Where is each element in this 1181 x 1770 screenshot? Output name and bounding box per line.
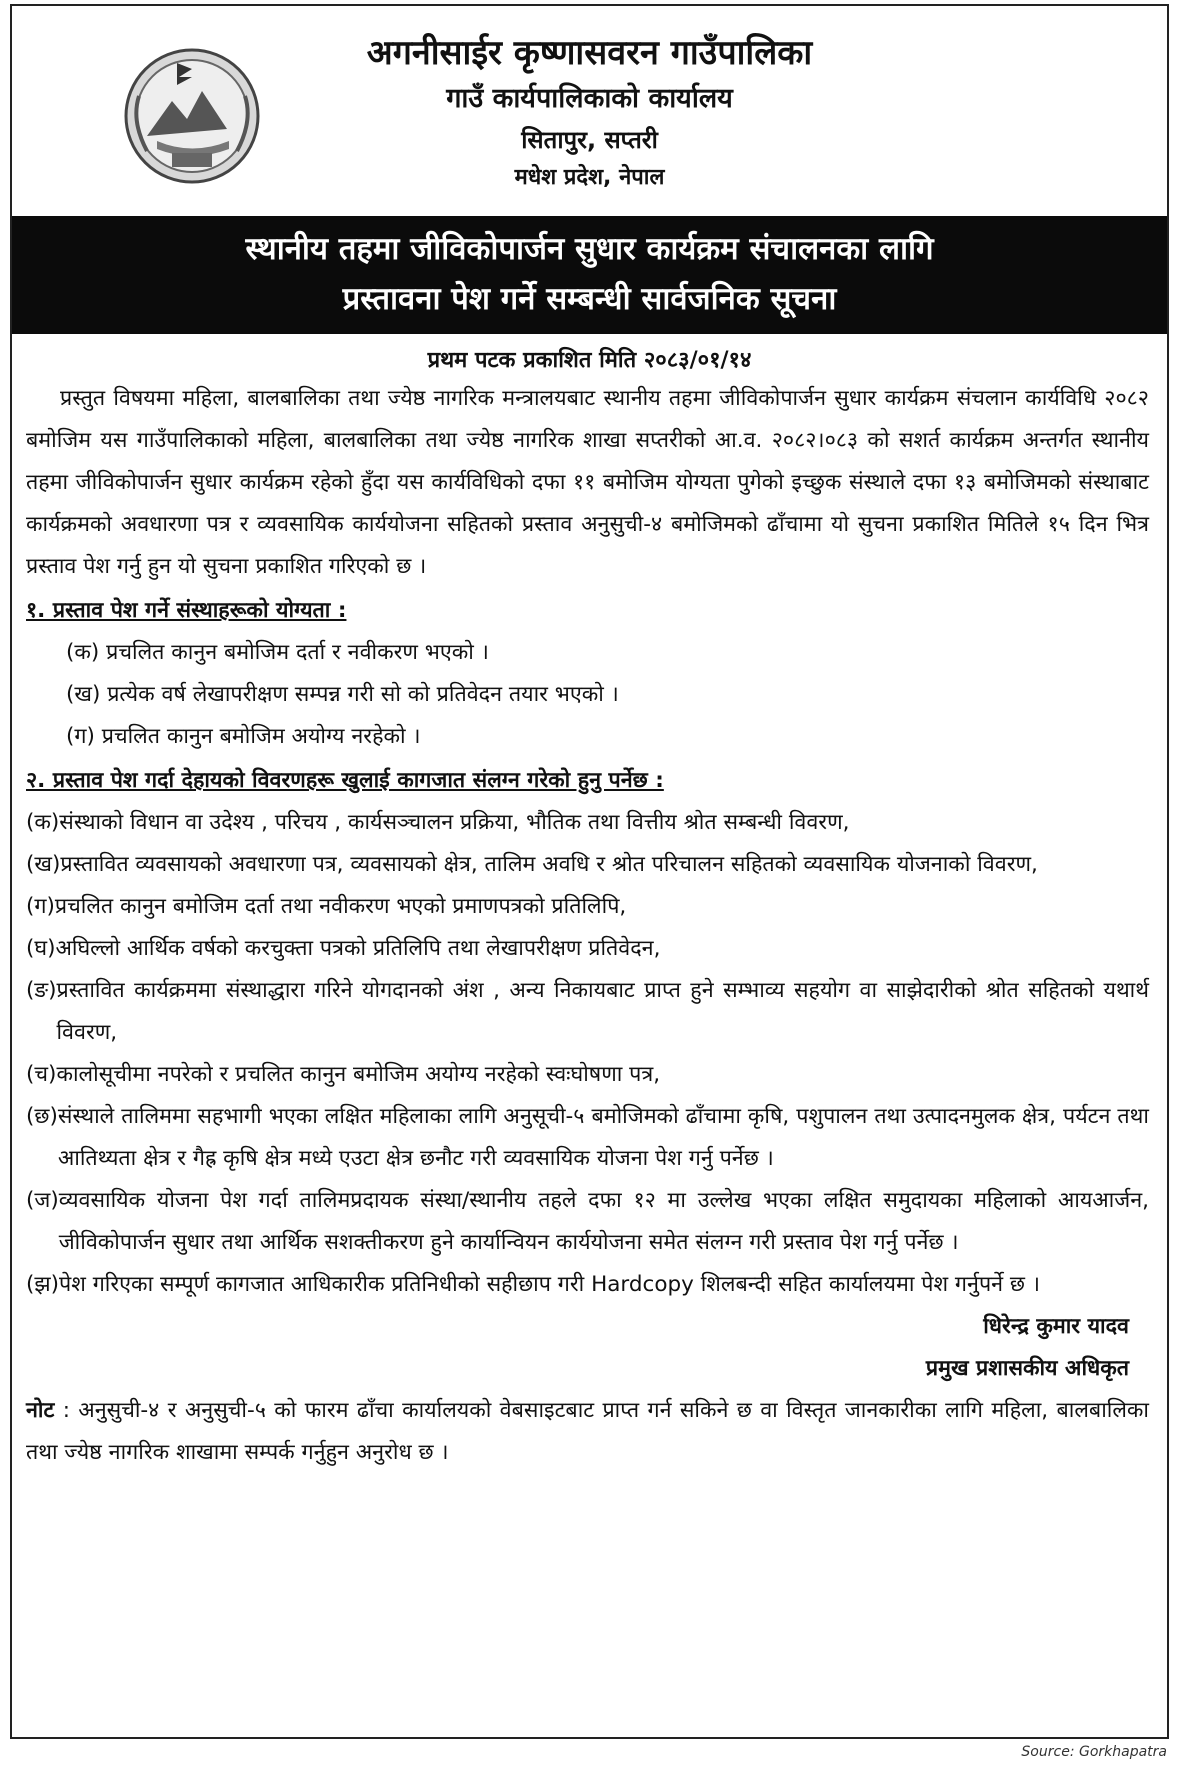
- section1-item: (ख) प्रत्येक वर्ष लेखापरीक्षण सम्पन्न गरी सो को प्रतिवेदन तयार भएको ।: [66, 682, 619, 707]
- signatory-title: प्रमुख प्रशासकीय अधिकृत: [925, 1356, 1129, 1381]
- item-label: (च): [26, 1062, 57, 1087]
- notice-title-line2: प्रस्तावना पेश गर्ने सम्बन्धी सार्वजनिक सूचना: [342, 281, 837, 317]
- item-text: व्यवसायिक योजना पेश गर्दा तालिमप्रदायक संस्था/स्थानीय तहले दफा १२ मा उल्लेख भएका लक्षित समुदायका महिलाको आयआर्जन, जीविकोपार्जन सुधार तथा आर्थिक सशक्तीकरण हुने कार्यान्वियन कार्ययोजना समेत संलग्न गरी प्रस्ताव पेश गर्नु पर्नेछ ।: [58, 1188, 1149, 1255]
- notice-title-banner: [12, 216, 1167, 334]
- notice-body: [12, 378, 1167, 1474]
- municipality-name: अगनीसाईर कृष्णासवरन गाउँपालिका: [366, 33, 813, 73]
- note-label: नोट: [26, 1398, 55, 1423]
- section2-item: [26, 844, 1149, 886]
- section1-item: (ग) प्रचलित कानुन बमोजिम अयोग्य नरहेको ।: [66, 724, 421, 749]
- item-text: प्रस्तावित व्यवसायको अवधारणा पत्र, व्यवसायको क्षेत्र, तालिम अवधि र श्रोत परिचालन सहितको व्यवसायिक योजनाको विवरण,: [60, 852, 1038, 877]
- section2-item: [26, 970, 1149, 1054]
- item-text: प्रस्तावित कार्यक्रममा संस्थाद्धारा गरिने योगदानको अंश , अन्य निकायबाट प्राप्त हुने सम्भाव्य सहयोग वा साझेदारीको श्रोत सहितको यथार्थ विवरण,: [56, 978, 1149, 1045]
- signatory-name: धिरेन्द्र कुमार यादव: [983, 1314, 1129, 1339]
- section2-title: २. प्रस्ताव पेश गर्दा देहायको विवरणहरू खुलाई कागजात संलग्न गरेको हुनु पर्नेछ :: [26, 768, 664, 793]
- item-text: प्रचलित कानुन बमोजिम दर्ता तथा नवीकरण भएको प्रमाणपत्रको प्रतिलिपि,: [54, 894, 627, 919]
- item-label: (ख): [26, 852, 61, 877]
- item-label: (ज): [26, 1188, 59, 1213]
- item-label: (ङ): [26, 978, 57, 1003]
- item-text: संस्थाको विधान वा उदेश्य , परिचय , कार्यसञ्चालन प्रक्रिया, भौतिक तथा वित्तीय श्रोत सम्बन्धी विवरण,: [59, 810, 850, 835]
- section2-item: [26, 802, 1149, 844]
- note-text: : अनुसुची-४ र अनुसुची-५ को फारम ढाँचा कार्यालयको वेबसाइटबाट प्राप्त गर्न सकिने छ वा विस्तृत जानकारीका लागि महिला, बालबालिका तथा ज्येष्ठ नागरिक शाखामा सम्पर्क गर्नुहुन अनुरोध छ ।: [26, 1398, 1149, 1465]
- section2-item: [26, 1264, 1149, 1306]
- office-name: गाउँ कार्यपालिकाको कार्यालय: [446, 83, 733, 114]
- source-credit: Source: Gorkhapatra: [1021, 1744, 1167, 1760]
- item-label: (क): [26, 810, 60, 835]
- item-text: कालोसूचीमा नपरेको र प्रचलित कानुन बमोजिम अयोग्य नरहेको स्वःघोषणा पत्र,: [56, 1062, 661, 1087]
- notice-sheet: [10, 4, 1169, 1739]
- item-label: (घ): [26, 936, 56, 961]
- item-label: (झ): [26, 1272, 60, 1297]
- intro-paragraph: प्रस्तुत विषयमा महिला, बालबालिका तथा ज्येष्ठ नागरिक मन्त्रालयबाट स्थानीय तहमा जीविकोपार्जन सुधार कार्यक्रम संचलान कार्यविधि २०८२ बमोजिम यस गाउँपालिकाको महिला, बालबालिका तथा ज्येष्ठ नागरिक शाखा सप्तरीको आ.व. २०८२।०८३ को सशर्त कार्यक्रम अन्तर्गत स्थानीय तहमा जीविकोपार्जन सुधार कार्यक्रम रहेको हुँदा यस कार्यविधिको दफा ११ बमोजिम योग्यता पुगेको इच्छुक संस्थाले दफा १३ बमोजिमको संस्थाबाट कार्यक्रमको अवधारणा पत्र र व्यवसायिक कार्ययोजना सहितको प्रस्ताव अनुसुची-४ बमोजिमको ढाँचामा यो सुचना प्रकाशित मितिले १५ दिन भित्र प्रस्ताव पेश गर्नु हुन यो सुचना प्रकाशित गरिएको छ ।: [26, 386, 1149, 579]
- notice-header: [12, 6, 1167, 216]
- section2-item: [26, 928, 1149, 970]
- section1-title: १. प्रस्ताव पेश गर्ने संस्थाहरूको योग्यता :: [26, 598, 347, 623]
- office-address: सितापुर, सप्तरी: [521, 126, 658, 154]
- section2-item: [26, 1054, 1149, 1096]
- item-text: संस्थाले तालिममा सहभागी भएका लक्षित महिलाका लागि अनुसूची-५ बमोजिमको ढाँचामा कृषि, पशुपालन तथा उत्पादनमुलक क्षेत्र, पर्यटन तथा आतिथ्यता क्षेत्र र गैह्र कृषि क्षेत्र मध्ये एउटा क्षेत्र छनौट गरी व्यवसायिक योजना पेश गर्नु पर्नेछ ।: [57, 1104, 1149, 1171]
- notice-title-line1: स्थानीय तहमा जीविकोपार्जन सुधार कार्यक्रम संचालनका लागि: [245, 231, 934, 267]
- section1-item: (क) प्रचलित कानुन बमोजिम दर्ता र नवीकरण भएको ।: [66, 640, 489, 665]
- section2-item: [26, 1180, 1149, 1264]
- province-country: मधेश प्रदेश, नेपाल: [514, 165, 665, 190]
- item-text: अघिल्लो आर्थिक वर्षको करचुक्ता पत्रको प्रतिलिपि तथा लेखापरीक्षण प्रतिवेदन,: [55, 936, 661, 961]
- section2-item: [26, 886, 1149, 928]
- note-paragraph: [26, 1390, 1149, 1474]
- item-text: पेश गरिएका सम्पूर्ण कागजात आधिकारीक प्रतिनिधीको सहीछाप गरी Hardcopy शिलबन्दी सहित कार्यालयमा पेश गर्नुपर्ने छ ।: [59, 1272, 1040, 1297]
- publication-date: प्रथम पटक प्रकाशित मिति २०८३/०१/१४: [427, 348, 752, 373]
- item-label: (ग): [26, 894, 55, 919]
- section2-item: [26, 1096, 1149, 1180]
- item-label: (छ): [26, 1104, 58, 1129]
